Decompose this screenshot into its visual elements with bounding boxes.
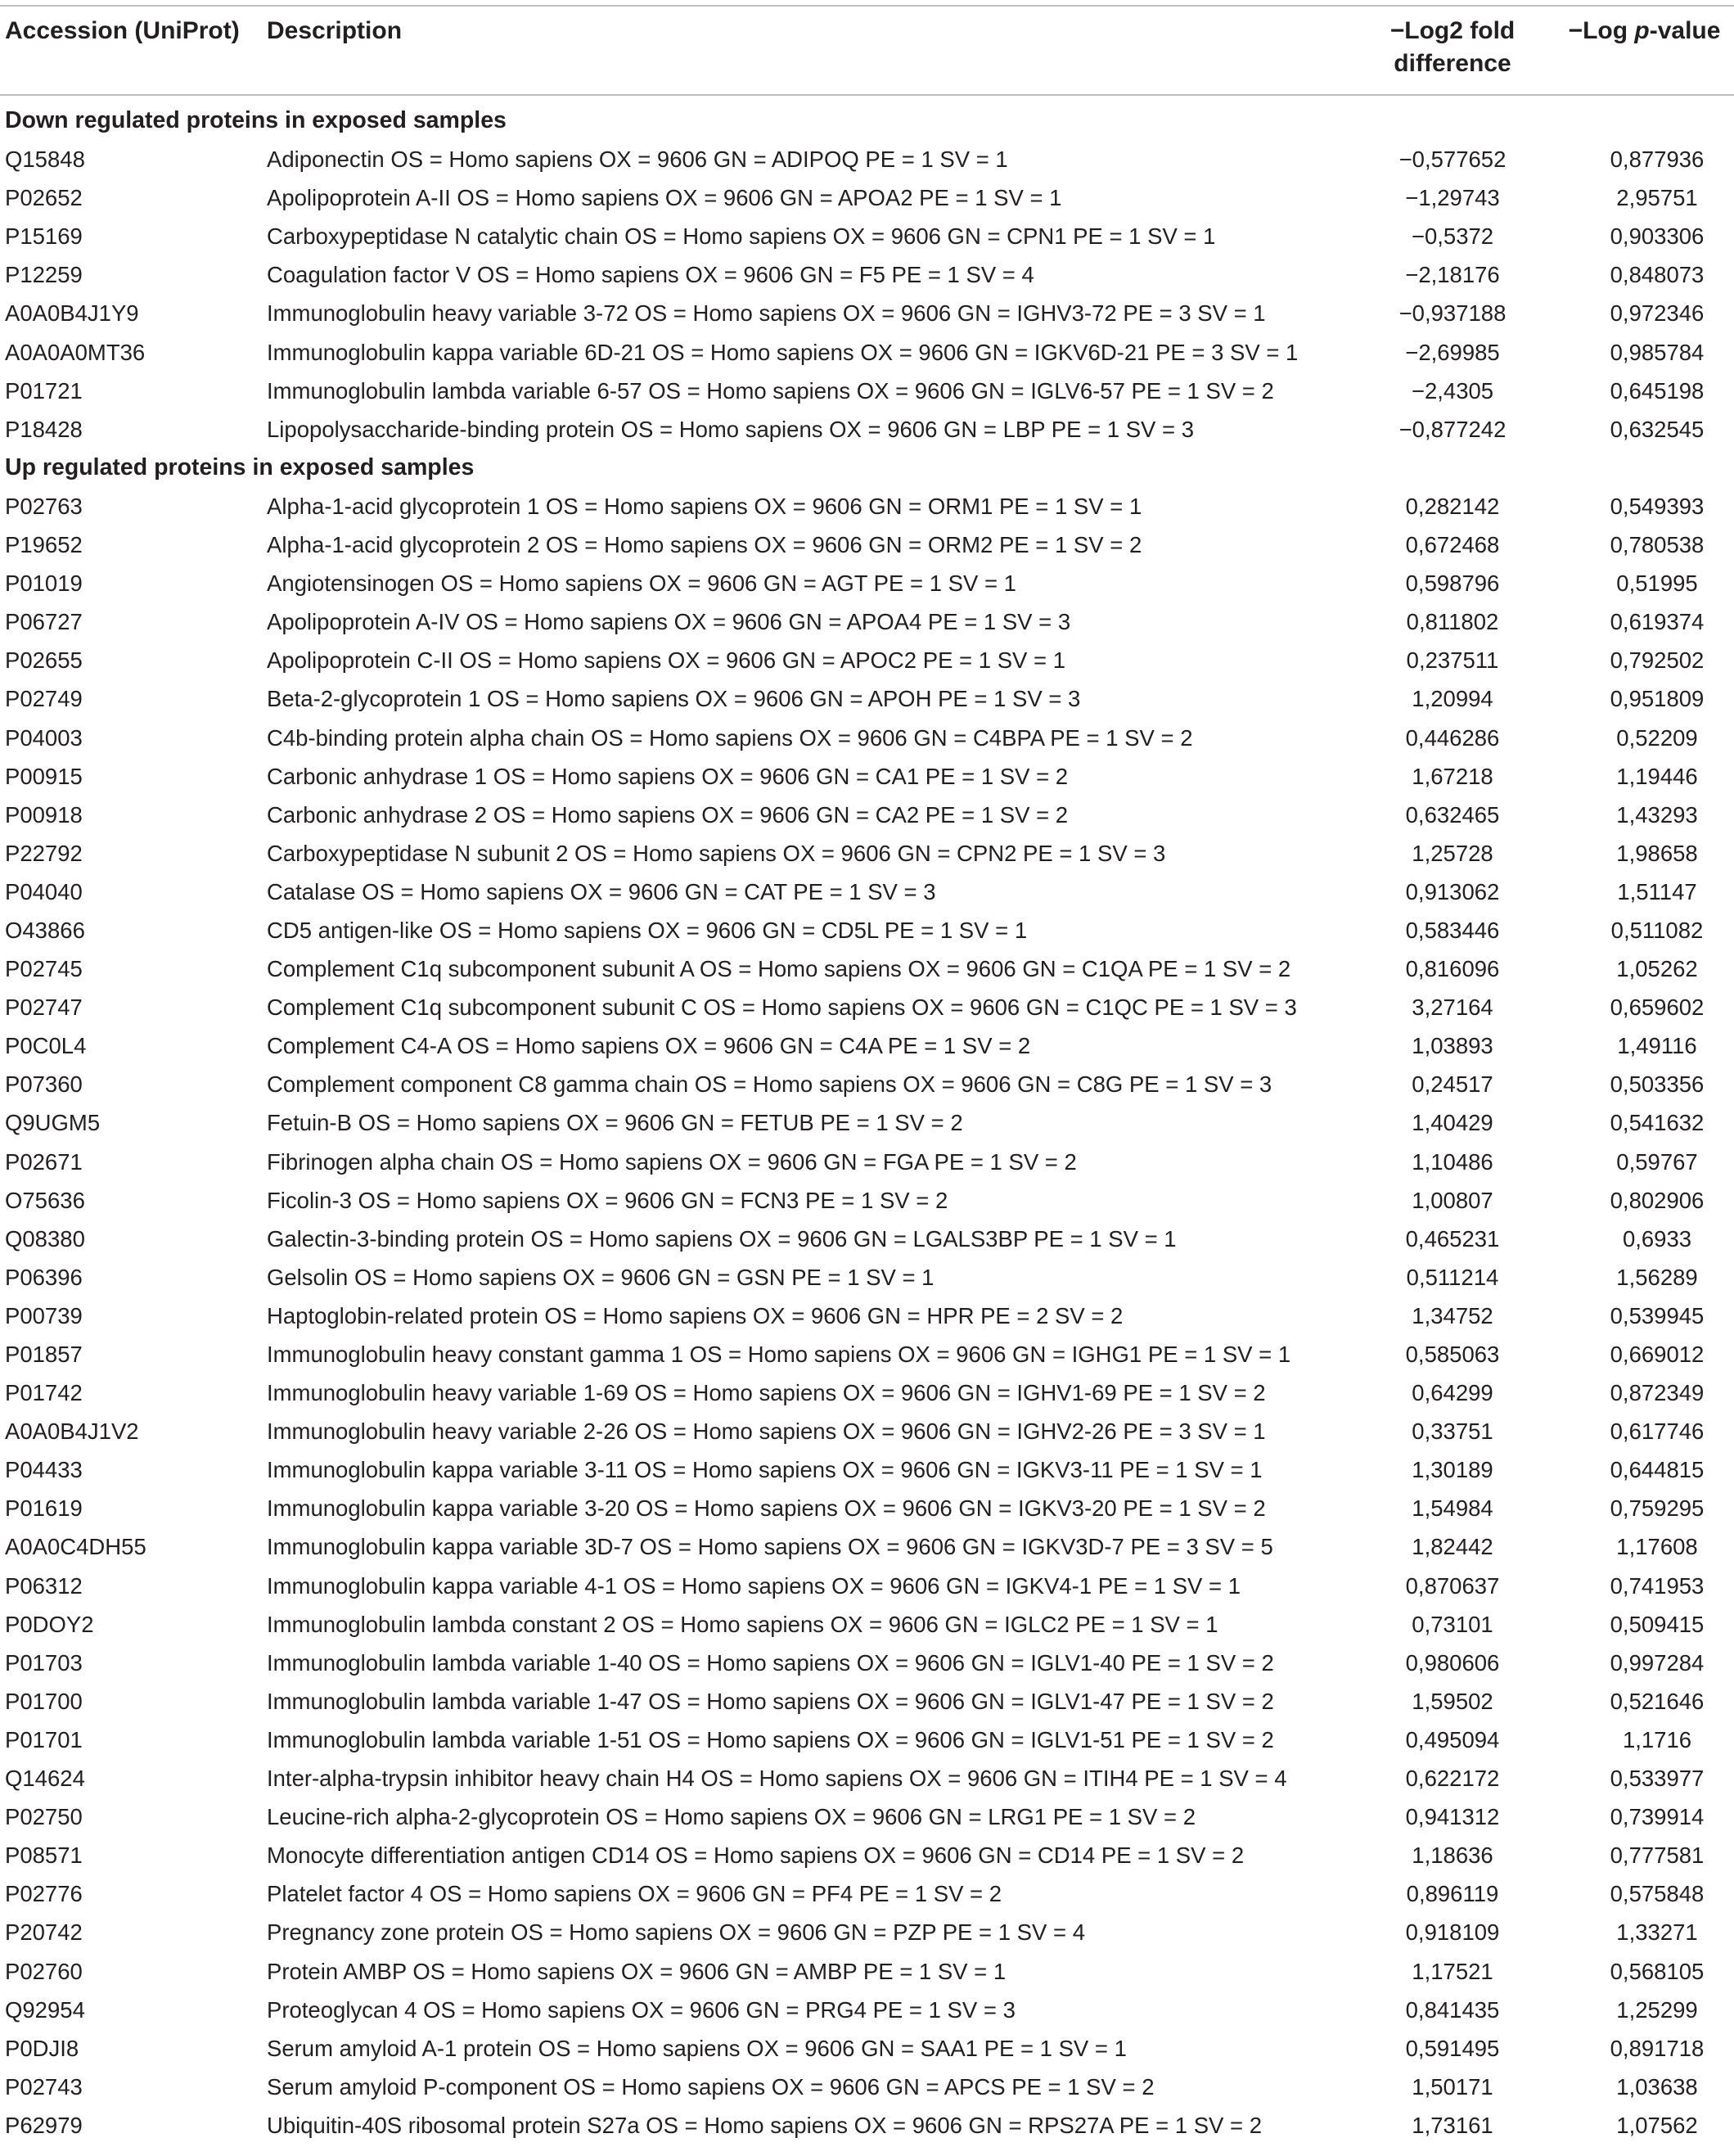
table-row <box>0 1181 1734 1220</box>
description-cell: Immunoglobulin heavy variable 2-26 OS = Homo sapiens OX = 9606 GN = IGHV2-26 PE = 3 SV = 1 <box>267 1419 1266 1445</box>
fold-difference-cell: 0,941312 <box>1405 1804 1500 1830</box>
description-cell: Coagulation factor V OS = Homo sapiens OX = 9606 GN = F5 PE = 1 SV = 4 <box>267 262 1034 288</box>
accession-cell: P18428 <box>5 416 83 442</box>
pvalue-cell: 0,511082 <box>1610 917 1704 943</box>
pvalue-cell: 1,1716 <box>1622 1726 1692 1752</box>
fold-difference-cell: 0,841435 <box>1405 1996 1500 2023</box>
header-pvalue-suffix: -value <box>1649 17 1721 44</box>
accession-cell: P06727 <box>5 609 83 635</box>
accession-cell: P0C0L4 <box>5 1033 87 1059</box>
table-row <box>0 1412 1734 1450</box>
table-row <box>0 1143 1734 1181</box>
table-row <box>0 1682 1734 1721</box>
pvalue-cell: 0,669012 <box>1610 1342 1705 1367</box>
pvalue-cell: 0,777581 <box>1610 1843 1705 1869</box>
accession-cell: P02652 <box>5 185 83 211</box>
pvalue-cell: 0,539945 <box>1610 1302 1705 1328</box>
accession-cell: P62979 <box>5 2112 83 2138</box>
accession-cell: P02749 <box>5 686 83 712</box>
pvalue-cell: 0,6933 <box>1622 1225 1692 1252</box>
pvalue-cell: 0,759295 <box>1610 1495 1705 1522</box>
accession-cell: P02655 <box>5 647 83 674</box>
fold-difference-cell: 0,980606 <box>1405 1649 1500 1676</box>
header-fold-line2: difference <box>1394 50 1511 77</box>
fold-difference-cell: −2,69985 <box>1405 339 1500 365</box>
description-cell: Immunoglobulin heavy variable 1-69 OS = Homo sapiens OX = 9606 GN = IGHV1-69 PE = 1 SV = 2 <box>267 1380 1266 1406</box>
description-cell: Adiponectin OS = Homo sapiens OX = 9606 GN = ADIPOQ PE = 1 SV = 1 <box>267 147 1008 173</box>
fold-difference-cell: 1,59502 <box>1412 1688 1493 1714</box>
description-cell: Galectin-3-binding protein OS = Homo sapiens OX = 9606 GN = LGALS3BP PE = 1 SV = 1 <box>267 1225 1177 1252</box>
table-row <box>0 1335 1734 1373</box>
fold-difference-cell: 1,54984 <box>1412 1495 1493 1522</box>
header-pvalue <box>1555 15 1734 47</box>
fold-difference-cell: 0,64299 <box>1412 1380 1493 1406</box>
table-row <box>0 1026 1734 1065</box>
description-cell: Haptoglobin-related protein OS = Homo sapiens OX = 9606 GN = HPR PE = 2 SV = 2 <box>267 1302 1124 1328</box>
pvalue-cell: 0,575848 <box>1610 1881 1705 1907</box>
accession-cell: P00918 <box>5 801 83 828</box>
table-row <box>0 873 1734 911</box>
table-row <box>0 487 1734 525</box>
pvalue-cell: 0,802906 <box>1610 1187 1705 1213</box>
table-row <box>0 1258 1734 1297</box>
table-row <box>0 1952 1734 1991</box>
table-row <box>0 679 1734 718</box>
table-row <box>0 1527 1734 1566</box>
fold-difference-cell: 0,495094 <box>1405 1726 1500 1752</box>
description-cell: Carbonic anhydrase 2 OS = Homo sapiens OX = 9606 GN = CA2 PE = 1 SV = 2 <box>267 801 1069 828</box>
description-cell: Pregnancy zone protein OS = Homo sapiens OX = 9606 GN = PZP PE = 1 SV = 4 <box>267 1919 1085 1946</box>
fold-difference-cell: 0,918109 <box>1405 1919 1500 1946</box>
description-cell: Complement C4-A OS = Homo sapiens OX = 9606 GN = C4A PE = 1 SV = 2 <box>267 1033 1031 1059</box>
fold-difference-cell: 0,672468 <box>1405 532 1500 558</box>
fold-difference-cell: 0,24517 <box>1412 1071 1493 1098</box>
section-header <box>0 101 1734 140</box>
table-row <box>0 757 1734 796</box>
description-cell: Serum amyloid A-1 protein OS = Homo sapiens OX = 9606 GN = SAA1 PE = 1 SV = 1 <box>267 2035 1127 2061</box>
pvalue-cell: 1,25299 <box>1616 1996 1698 2023</box>
accession-cell: P01019 <box>5 571 83 597</box>
description-cell: Lipopolysaccharide-binding protein OS = Homo sapiens OX = 9606 GN = LBP PE = 1 SV = 3 <box>267 416 1195 442</box>
accession-cell: O75636 <box>5 1187 85 1213</box>
pvalue-cell: 0,741953 <box>1610 1572 1705 1599</box>
table-row <box>0 140 1734 178</box>
accession-cell: Q08380 <box>5 1225 85 1252</box>
description-cell: Immunoglobulin lambda variable 1-40 OS = Homo sapiens OX = 9606 GN = IGLV1-40 PE = 1 SV = 2 <box>267 1649 1274 1676</box>
pvalue-cell: 0,739914 <box>1610 1804 1705 1830</box>
table-row <box>0 2029 1734 2068</box>
pvalue-cell: 1,33271 <box>1616 1919 1698 1946</box>
fold-difference-cell: 0,598796 <box>1405 571 1500 597</box>
pvalue-cell: 0,568105 <box>1610 1958 1705 1984</box>
accession-cell: P12259 <box>5 262 83 288</box>
pvalue-cell: 0,848073 <box>1610 262 1705 288</box>
accession-cell: P01701 <box>5 1726 83 1752</box>
description-cell: Proteoglycan 4 OS = Homo sapiens OX = 9606 GN = PRG4 PE = 1 SV = 3 <box>267 1996 1016 2023</box>
fold-difference-cell: −0,5372 <box>1411 223 1494 250</box>
description-cell: CD5 antigen-like OS = Homo sapiens OX = 9606 GN = CD5L PE = 1 SV = 1 <box>267 917 1028 943</box>
fold-difference-cell: 0,632465 <box>1405 801 1500 828</box>
table-row <box>0 719 1734 757</box>
table-row <box>0 2106 1734 2145</box>
description-cell: Inter-alpha-trypsin inhibitor heavy chain H4 OS = Homo sapiens OX = 9606 GN = ITIH4 PE = 1 SV = 4 <box>267 1766 1287 1792</box>
accession-cell: P19652 <box>5 532 83 558</box>
description-cell: Fetuin-B OS = Homo sapiens OX = 9606 GN = FETUB PE = 1 SV = 2 <box>267 1110 963 1136</box>
pvalue-cell: 1,56289 <box>1616 1264 1698 1290</box>
description-cell: Protein AMBP OS = Homo sapiens OX = 9606 GN = AMBP PE = 1 SV = 1 <box>267 1958 1007 1984</box>
pvalue-cell: 1,49116 <box>1617 1033 1697 1059</box>
fold-difference-cell: 1,40429 <box>1412 1110 1493 1136</box>
fold-difference-cell: 1,30189 <box>1412 1457 1493 1483</box>
accession-cell: A0A0A0MT36 <box>5 339 146 365</box>
accession-cell: A0A0B4J1Y9 <box>5 300 139 327</box>
table-row <box>0 178 1734 217</box>
table-row <box>0 2068 1734 2106</box>
pvalue-cell: 0,997284 <box>1610 1649 1705 1676</box>
description-cell: Alpha-1-acid glycoprotein 2 OS = Homo sapiens OX = 9606 GN = ORM2 PE = 1 SV = 2 <box>267 532 1142 558</box>
fold-difference-cell: 0,446286 <box>1405 724 1500 751</box>
table-row <box>0 1103 1734 1142</box>
table-row <box>0 1567 1734 1605</box>
accession-cell: P02745 <box>5 956 83 982</box>
description-cell: Immunoglobulin kappa variable 4-1 OS = Homo sapiens OX = 9606 GN = IGKV4-1 PE = 1 SV = 1 <box>267 1572 1241 1599</box>
accession-cell: P02763 <box>5 493 83 519</box>
pvalue-cell: 1,07562 <box>1616 2112 1698 2138</box>
pvalue-cell: 0,903306 <box>1610 223 1705 250</box>
description-cell: Leucine-rich alpha-2-glycoprotein OS = Homo sapiens OX = 9606 GN = LRG1 PE = 1 SV = 2 <box>267 1804 1196 1830</box>
description-cell: Immunoglobulin kappa variable 3-20 OS = Homo sapiens OX = 9606 GN = IGKV3-20 PE = 1 SV = 2 <box>267 1495 1266 1522</box>
header-description: Description <box>267 17 403 44</box>
fold-difference-cell: 0,585063 <box>1405 1342 1500 1367</box>
table-row <box>0 1721 1734 1759</box>
accession-cell: Q14624 <box>5 1766 85 1792</box>
fold-difference-cell: 1,67218 <box>1412 763 1493 789</box>
accession-cell: P01703 <box>5 1649 83 1676</box>
fold-difference-cell: 1,34752 <box>1412 1302 1493 1328</box>
accession-cell: P20742 <box>5 1919 83 1946</box>
accession-cell: P04433 <box>5 1457 83 1483</box>
accession-cell: P04003 <box>5 724 83 751</box>
accession-cell: O43866 <box>5 917 85 943</box>
pvalue-cell: 1,51147 <box>1617 878 1697 904</box>
accession-cell: P01721 <box>5 377 83 404</box>
table-row <box>0 911 1734 949</box>
table-row <box>0 641 1734 679</box>
fold-difference-cell: 1,03893 <box>1412 1033 1493 1059</box>
description-cell: Immunoglobulin heavy constant gamma 1 OS = Homo sapiens OX = 9606 GN = IGHG1 PE = 1 SV = 1 <box>267 1342 1291 1367</box>
pvalue-cell: 0,59767 <box>1616 1148 1698 1175</box>
pvalue-cell: 0,872349 <box>1610 1380 1705 1406</box>
fold-difference-cell: 0,282142 <box>1405 493 1500 519</box>
pvalue-cell: 2,95751 <box>1616 185 1698 211</box>
accession-cell: Q15848 <box>5 147 85 173</box>
pvalue-cell: 0,549393 <box>1610 493 1705 519</box>
fold-difference-cell: 0,591495 <box>1405 2035 1500 2061</box>
accession-cell: P06396 <box>5 1264 83 1290</box>
table-row <box>0 1450 1734 1489</box>
accession-cell: P00739 <box>5 1302 83 1328</box>
accession-cell: P01619 <box>5 1495 83 1522</box>
table-row <box>0 1373 1734 1412</box>
accession-cell: P15169 <box>5 223 83 250</box>
table-row <box>0 1759 1734 1797</box>
pvalue-cell: 0,645198 <box>1610 377 1705 404</box>
table-row <box>0 1797 1734 1836</box>
fold-difference-cell: 0,622172 <box>1405 1766 1500 1792</box>
fold-difference-cell: −2,4305 <box>1411 377 1494 404</box>
accession-cell: P0DOY2 <box>5 1611 94 1637</box>
pvalue-cell: 0,659602 <box>1610 995 1705 1021</box>
description-cell: Angiotensinogen OS = Homo sapiens OX = 9606 GN = AGT PE = 1 SV = 1 <box>267 571 1016 597</box>
table-row <box>0 410 1734 449</box>
fold-difference-cell: 1,10486 <box>1412 1148 1493 1175</box>
description-cell: C4b-binding protein alpha chain OS = Homo sapiens OX = 9606 GN = C4BPA PE = 1 SV = 2 <box>267 724 1193 751</box>
fold-difference-cell: 0,811802 <box>1406 609 1499 635</box>
table-row <box>0 1644 1734 1682</box>
table-row <box>0 255 1734 294</box>
pvalue-cell: 0,52209 <box>1616 724 1698 751</box>
accession-cell: Q92954 <box>5 1996 85 2023</box>
accession-cell: P01857 <box>5 1342 83 1367</box>
description-cell: Apolipoprotein A-IV OS = Homo sapiens OX = 9606 GN = APOA4 PE = 1 SV = 3 <box>267 609 1071 635</box>
pvalue-cell: 0,951809 <box>1610 686 1705 712</box>
accession-cell: P0DJI8 <box>5 2035 79 2061</box>
accession-cell: A0A0C4DH55 <box>5 1534 146 1560</box>
fold-difference-cell: −0,877242 <box>1398 416 1507 442</box>
fold-difference-cell: 1,20994 <box>1412 686 1493 712</box>
description-cell: Carbonic anhydrase 1 OS = Homo sapiens OX = 9606 GN = CA1 PE = 1 SV = 2 <box>267 763 1069 789</box>
description-cell: Complement C1q subcomponent subunit C OS = Homo sapiens OX = 9606 GN = C1QC PE = 1 SV = 3 <box>267 995 1297 1021</box>
table-row <box>0 564 1734 602</box>
pvalue-cell: 1,03638 <box>1616 2073 1698 2100</box>
fold-difference-cell: 0,870637 <box>1405 1572 1500 1599</box>
header-pvalue-italic: p <box>1634 17 1650 44</box>
table-row <box>0 372 1734 410</box>
pvalue-cell: 0,780538 <box>1610 532 1705 558</box>
fold-difference-cell: 0,583446 <box>1405 917 1500 943</box>
accession-cell: P02760 <box>5 1958 83 1984</box>
fold-difference-cell: −2,18176 <box>1405 262 1500 288</box>
fold-difference-cell: 0,816096 <box>1405 956 1500 982</box>
description-cell: Immunoglobulin lambda variable 1-51 OS = Homo sapiens OX = 9606 GN = IGLV1-51 PE = 1 SV = 2 <box>267 1726 1274 1752</box>
fold-difference-cell: 0,33751 <box>1412 1419 1493 1445</box>
table-row <box>0 217 1734 255</box>
table-row <box>0 1991 1734 2029</box>
fold-difference-cell: 0,465231 <box>1405 1225 1500 1252</box>
accession-cell: P04040 <box>5 878 83 904</box>
table-row <box>0 1065 1734 1103</box>
fold-difference-cell: 1,18636 <box>1412 1843 1493 1869</box>
fold-difference-cell: 1,25728 <box>1412 840 1493 866</box>
pvalue-cell: 0,792502 <box>1610 647 1705 674</box>
pvalue-cell: 0,503356 <box>1610 1071 1705 1098</box>
table-row <box>0 834 1734 873</box>
description-cell: Beta-2-glycoprotein 1 OS = Homo sapiens OX = 9606 GN = APOH PE = 1 SV = 3 <box>267 686 1081 712</box>
pvalue-cell: 0,891718 <box>1610 2035 1705 2061</box>
fold-difference-cell: 1,50171 <box>1412 2073 1493 2100</box>
pvalue-cell: 0,644815 <box>1610 1457 1705 1483</box>
accession-cell: P01742 <box>5 1380 83 1406</box>
accession-cell: Q9UGM5 <box>5 1110 101 1136</box>
description-cell: Carboxypeptidase N catalytic chain OS = Homo sapiens OX = 9606 GN = CPN1 PE = 1 SV = 1 <box>267 223 1216 250</box>
table-row <box>0 1297 1734 1335</box>
table-row <box>0 333 1734 372</box>
description-cell: Serum amyloid P-component OS = Homo sapiens OX = 9606 GN = APCS PE = 1 SV = 2 <box>267 2073 1155 2100</box>
accession-cell: P00915 <box>5 763 83 789</box>
pvalue-cell: 0,619374 <box>1610 609 1705 635</box>
fold-difference-cell: 1,73161 <box>1412 2112 1493 2138</box>
top-rule <box>0 5 1734 7</box>
pvalue-cell: 0,533977 <box>1610 1766 1705 1792</box>
pvalue-cell: 1,43293 <box>1616 801 1698 828</box>
description-cell: Immunoglobulin kappa variable 3D-7 OS = Homo sapiens OX = 9606 GN = IGKV3D-7 PE = 3 SV = 5 <box>267 1534 1273 1560</box>
table-row <box>0 294 1734 332</box>
description-cell: Complement component C8 gamma chain OS = Homo sapiens OX = 9606 GN = C8G PE = 1 SV = 3 <box>267 1071 1272 1098</box>
fold-difference-cell: 1,82442 <box>1412 1534 1493 1560</box>
description-cell: Fibrinogen alpha chain OS = Homo sapiens OX = 9606 GN = FGA PE = 1 SV = 2 <box>267 1148 1077 1175</box>
pvalue-cell: 1,19446 <box>1616 763 1698 789</box>
fold-difference-cell: 0,896119 <box>1406 1881 1499 1907</box>
accession-cell: P02776 <box>5 1881 83 1907</box>
header-fold-line1: −Log2 fold <box>1389 17 1516 44</box>
section-header <box>0 449 1734 487</box>
header-accession: Accession (UniProt) <box>5 17 240 44</box>
table-row <box>0 1874 1734 1913</box>
accession-cell: P02743 <box>5 2073 83 2100</box>
description-cell: Immunoglobulin lambda constant 2 OS = Homo sapiens OX = 9606 GN = IGLC2 PE = 1 SV = 1 <box>267 1611 1218 1637</box>
table-row <box>0 1489 1734 1527</box>
pvalue-cell: 1,98658 <box>1616 840 1698 866</box>
pvalue-cell: 0,985784 <box>1610 339 1705 365</box>
accession-cell: P01700 <box>5 1688 83 1714</box>
fold-difference-cell: −0,937188 <box>1398 300 1507 327</box>
accession-cell: P22792 <box>5 840 83 866</box>
table-row <box>0 1220 1734 1258</box>
fold-difference-cell: 0,73101 <box>1412 1611 1493 1637</box>
description-cell: Apolipoprotein A-II OS = Homo sapiens OX = 9606 GN = APOA2 PE = 1 SV = 1 <box>267 185 1062 211</box>
pvalue-cell: 0,632545 <box>1610 416 1705 442</box>
description-cell: Immunoglobulin lambda variable 1-47 OS = Homo sapiens OX = 9606 GN = IGLV1-47 PE = 1 SV = 2 <box>267 1688 1274 1714</box>
pvalue-cell: 0,51995 <box>1616 571 1698 597</box>
description-cell: Ubiquitin-40S ribosomal protein S27a OS = Homo sapiens OX = 9606 GN = RPS27A PE = 1 SV = 2 <box>267 2112 1263 2138</box>
table-row <box>0 1836 1734 1874</box>
accession-cell: P08571 <box>5 1843 83 1869</box>
accession-cell: P02671 <box>5 1148 83 1175</box>
pvalue-cell: 0,521646 <box>1610 1688 1705 1714</box>
description-cell: Immunoglobulin heavy variable 3-72 OS = Homo sapiens OX = 9606 GN = IGHV3-72 PE = 3 SV = 1 <box>267 300 1266 327</box>
pvalue-cell: 0,541632 <box>1610 1110 1705 1136</box>
table-row <box>0 988 1734 1026</box>
description-cell: Monocyte differentiation antigen CD14 OS = Homo sapiens OX = 9606 GN = CD14 PE = 1 SV = 2 <box>267 1843 1245 1869</box>
accession-cell: P02750 <box>5 1804 83 1830</box>
accession-cell: A0A0B4J1V2 <box>5 1419 139 1445</box>
accession-cell: P06312 <box>5 1572 83 1599</box>
fold-difference-cell: 1,00807 <box>1412 1187 1493 1213</box>
fold-difference-cell: 0,913062 <box>1405 878 1500 904</box>
description-cell: Ficolin-3 OS = Homo sapiens OX = 9606 GN = FCN3 PE = 1 SV = 2 <box>267 1187 948 1213</box>
table-row <box>0 1913 1734 1951</box>
section-title: Up regulated proteins in exposed samples <box>5 453 475 480</box>
pvalue-cell: 0,617746 <box>1610 1419 1705 1445</box>
accession-cell: P07360 <box>5 1071 83 1098</box>
description-cell: Platelet factor 4 OS = Homo sapiens OX = 9606 GN = PF4 PE = 1 SV = 2 <box>267 1881 1002 1907</box>
description-cell: Apolipoprotein C-II OS = Homo sapiens OX = 9606 GN = APOC2 PE = 1 SV = 1 <box>267 647 1066 674</box>
description-cell: Gelsolin OS = Homo sapiens OX = 9606 GN = GSN PE = 1 SV = 1 <box>267 1264 935 1290</box>
fold-difference-cell: −1,29743 <box>1405 185 1500 211</box>
table-row <box>0 796 1734 834</box>
section-title: Down regulated proteins in exposed samples <box>5 107 507 133</box>
table-row <box>0 1605 1734 1644</box>
table-row <box>0 525 1734 564</box>
pvalue-cell: 1,05262 <box>1616 956 1698 982</box>
description-cell: Catalase OS = Homo sapiens OX = 9606 GN = CAT PE = 1 SV = 3 <box>267 878 936 904</box>
pvalue-cell: 0,877936 <box>1610 147 1705 173</box>
table-row <box>0 602 1734 641</box>
fold-difference-cell: 1,17521 <box>1412 1958 1493 1984</box>
fold-difference-cell: 3,27164 <box>1412 995 1493 1021</box>
description-cell: Complement C1q subcomponent subunit A OS = Homo sapiens OX = 9606 GN = C1QA PE = 1 SV = 2 <box>267 956 1291 982</box>
description-cell: Immunoglobulin kappa variable 3-11 OS = Homo sapiens OX = 9606 GN = IGKV3-11 PE = 1 SV = 1 <box>267 1457 1263 1483</box>
description-cell: Immunoglobulin lambda variable 6-57 OS = Homo sapiens OX = 9606 GN = IGLV6-57 PE = 1 SV = 2 <box>267 377 1274 404</box>
description-cell: Carboxypeptidase N subunit 2 OS = Homo sapiens OX = 9606 GN = CPN2 PE = 1 SV = 3 <box>267 840 1166 866</box>
pvalue-cell: 0,509415 <box>1610 1611 1705 1637</box>
description-cell: Immunoglobulin kappa variable 6D-21 OS = Homo sapiens OX = 9606 GN = IGKV6D-21 PE = 3 SV = 1 <box>267 339 1299 365</box>
header-fold-difference <box>1342 15 1563 80</box>
pvalue-cell: 0,972346 <box>1610 300 1705 327</box>
pvalue-cell: 1,17608 <box>1616 1534 1698 1560</box>
header-pvalue-prefix: −Log <box>1568 17 1635 44</box>
table-body <box>0 101 1734 2145</box>
fold-difference-cell: 0,237511 <box>1406 647 1499 674</box>
table-row <box>0 949 1734 988</box>
fold-difference-cell: −0,577652 <box>1398 147 1507 173</box>
header-rule <box>0 94 1734 96</box>
accession-cell: P02747 <box>5 995 83 1021</box>
fold-difference-cell: 0,511214 <box>1406 1264 1499 1290</box>
description-cell: Alpha-1-acid glycoprotein 1 OS = Homo sapiens OX = 9606 GN = ORM1 PE = 1 SV = 1 <box>267 493 1142 519</box>
